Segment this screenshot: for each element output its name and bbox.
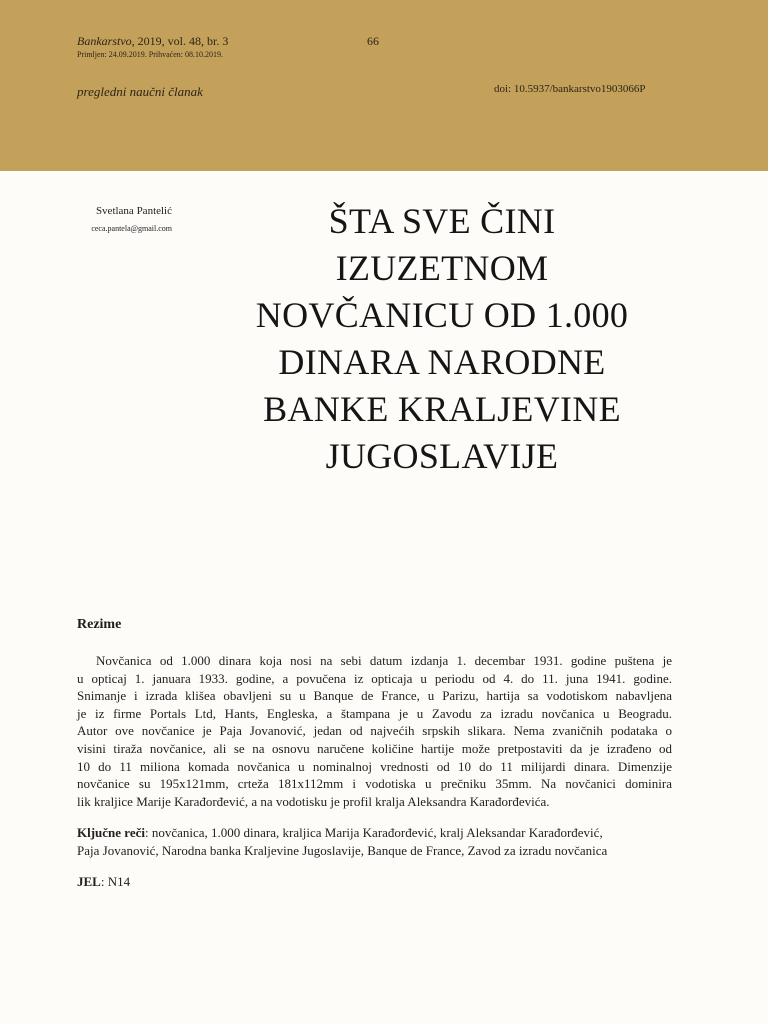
page-number: 66 xyxy=(367,34,379,48)
abstract-line: u opticaj 1. januara 1933. godine, a povučena iz opticaja u periodu od 4. do 11. juna 1941. godine. xyxy=(77,670,672,686)
abstract-line: je iz firme Portals Ltd, Hants, Engleska, a štampana je u Zavodu za izradu novčanica u Beogradu. xyxy=(77,705,672,721)
abstract-line: visini tiraža novčanice, ali se na osnovu naručene količine hartije može pretpostaviti da je izrađeno od xyxy=(77,740,672,756)
title-line: DINARA NARODNE xyxy=(278,342,606,382)
title-line: JUGOSLAVIJE xyxy=(325,436,559,476)
abstract-line: 10 do 11 miliona komada novčanica u nominalnoj vrednosti od 10 do 11 milijardi dinara. Dimenzije xyxy=(77,758,672,774)
abstract-line: Novčanica od 1.000 dinara koja nosi na sebi datum izdanja 1. decembar 1931. godine puštena je xyxy=(96,653,672,668)
journal-citation xyxy=(77,34,228,49)
abstract-heading: Rezime xyxy=(77,617,122,632)
journal-details: , 2019, vol. 48, br. 3 xyxy=(131,34,229,48)
abstract-line: novčanice su 195x121mm, crteža 181x112mm i vodotiska u prečniku 35mm. Na novčanici dominira xyxy=(77,776,672,792)
jel-label: JEL xyxy=(77,874,101,889)
paper-title xyxy=(212,198,672,480)
keywords-text-continued: Paja Jovanović, Narodna banka Kraljevine Jugoslavije, Banque de France, Zavod za izradu novčanica xyxy=(77,843,608,858)
keywords xyxy=(77,824,677,860)
jel-classification xyxy=(77,874,130,890)
abstract-line: Snimanje i izrada klišea obavljeni su u Banque de France, u Parizu, hartija sa vodotiskom nabavljena xyxy=(77,688,672,704)
abstract-body xyxy=(77,652,672,810)
title-line: IZUZETNOM xyxy=(335,248,549,288)
title-line: BANKE KRALJEVINE xyxy=(263,389,621,429)
keywords-text: : novčanica, 1.000 dinara, kraljica Marija Karađorđević, kralj Aleksandar Karađorđević, xyxy=(145,825,603,840)
jel-value: : N14 xyxy=(100,874,131,889)
journal-name: Bankarstvo xyxy=(77,34,132,48)
abstract-line: Autor ove novčanice je Paja Jovanović, jedan od najvećih srpskih slikara. Nema zvaničnih podataka o xyxy=(77,723,672,739)
title-line: NOVČANICU OD 1.000 xyxy=(255,295,629,335)
keywords-label: Ključne reči xyxy=(77,825,145,840)
title-line: ŠTA SVE ČINI xyxy=(328,201,556,241)
abstract-line: lik kraljice Marije Karađorđević, a na vodotisku je profil kralja Aleksandra Karađorđevića. xyxy=(77,793,550,809)
doi-link[interactable]: doi: 10.5937/bankarstvo1903066P xyxy=(494,83,646,95)
author-email[interactable]: ceca.pantela@gmail.com xyxy=(91,224,172,233)
article-type: pregledni naučni članak xyxy=(77,84,203,99)
received-accepted-dates: Primljen: 24.09.2019. Prihvaćen: 08.10.2019. xyxy=(77,50,223,59)
author-name: Svetlana Pantelić xyxy=(95,205,172,217)
